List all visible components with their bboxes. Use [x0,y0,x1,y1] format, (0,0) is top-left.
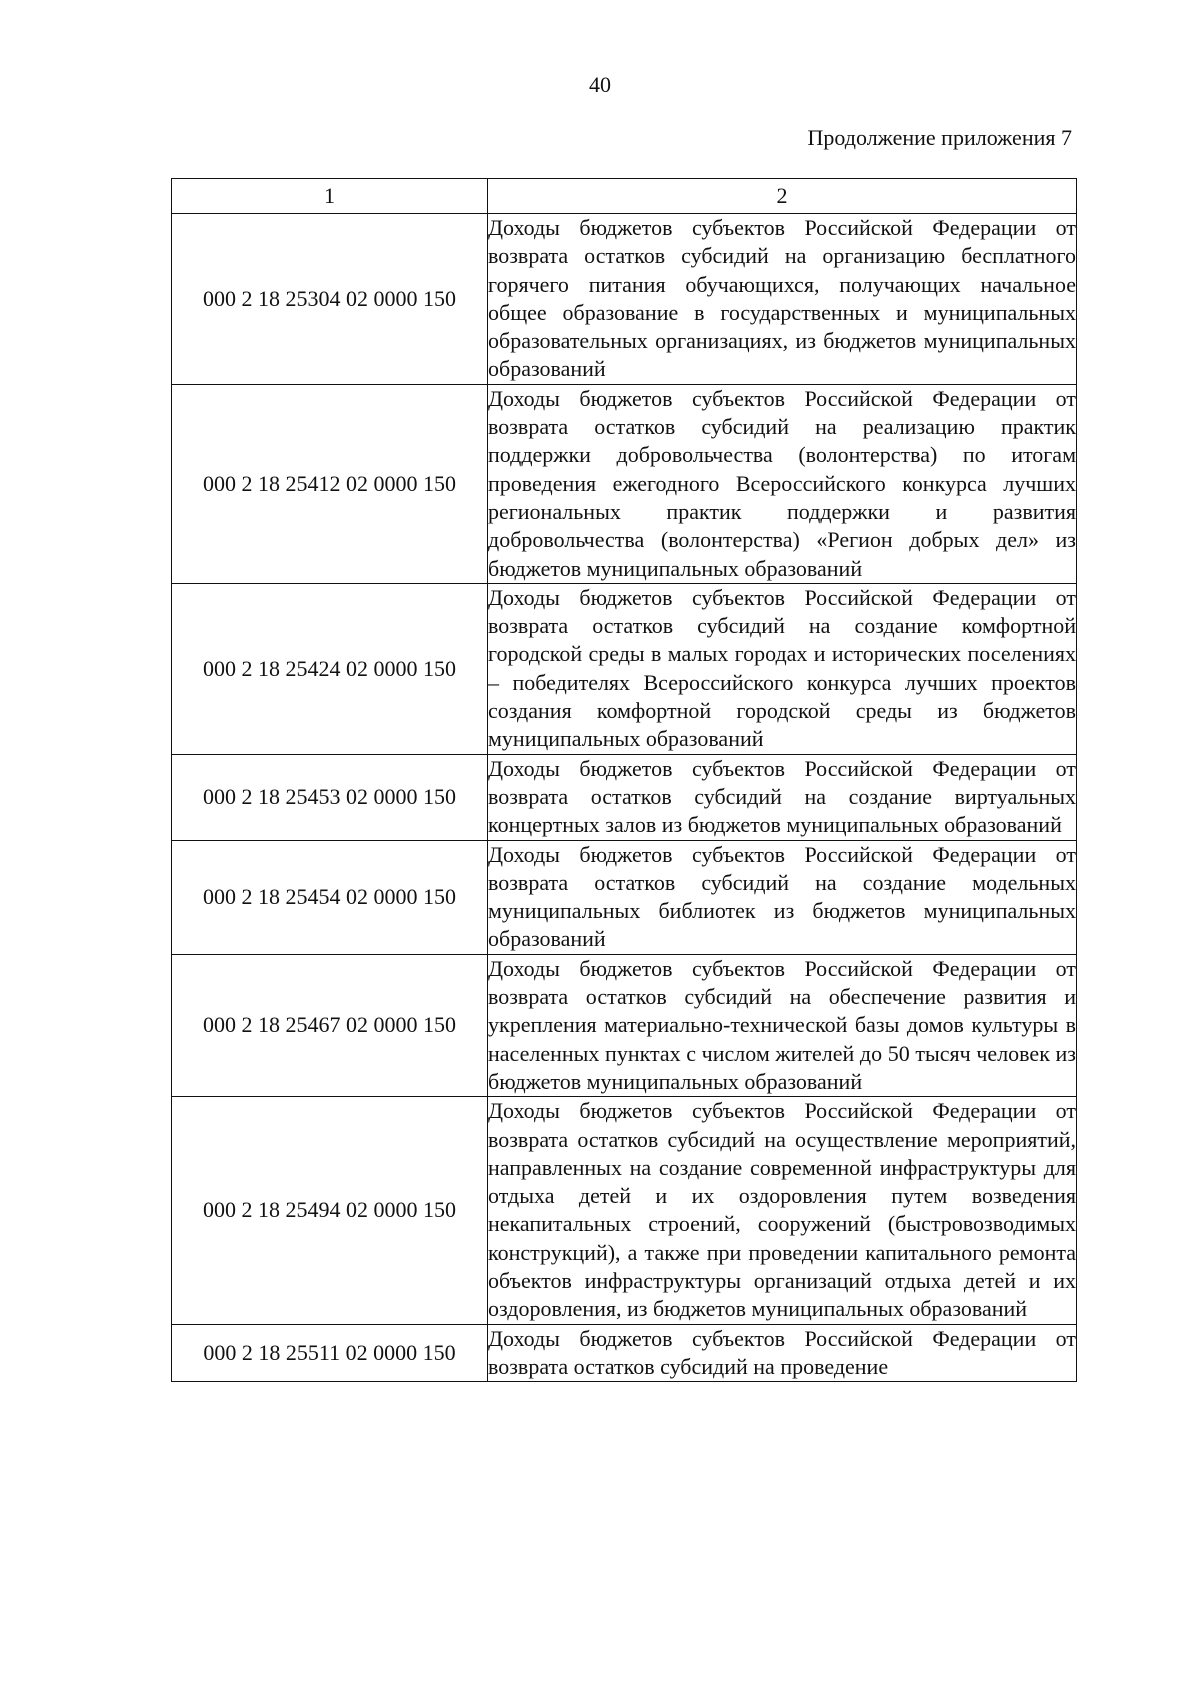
table-row [172,954,1077,1096]
budget-code-cell: 000 2 18 25412 02 0000 150 [172,384,488,583]
column-header-1: 1 [172,179,488,214]
table-row [172,214,1077,385]
budget-code-cell: 000 2 18 25494 02 0000 150 [172,1097,488,1324]
table-row [172,384,1077,583]
column-header-2: 2 [488,179,1077,214]
income-description-cell: Доходы бюджетов субъектов Российской Федерации от возврата остатков субсидий на создание виртуальных концертных залов из бюджетов муниципальных образований [488,754,1077,840]
table-header-row [172,179,1077,214]
income-description-cell: Доходы бюджетов субъектов Российской Федерации от возврата остатков субсидий на проведение [488,1324,1077,1382]
budget-code-cell: 000 2 18 25304 02 0000 150 [172,214,488,385]
table-row [172,840,1077,954]
income-description-cell: Доходы бюджетов субъектов Российской Федерации от возврата остатков субсидий на обеспечение развития и укрепления материально-технической базы домов культуры в населенных пунктах с числом жителей до 50 тысяч человек из бюджетов муниципальных образований [488,954,1077,1096]
budget-code-cell: 000 2 18 25453 02 0000 150 [172,754,488,840]
table-row [172,1324,1077,1382]
table-row [172,1097,1077,1324]
budget-code-cell: 000 2 18 25424 02 0000 150 [172,583,488,754]
budget-code-cell: 000 2 18 25511 02 0000 150 [172,1324,488,1382]
income-description-cell: Доходы бюджетов субъектов Российской Федерации от возврата остатков субсидий на организацию бесплатного горячего питания обучающихся, получающих начальное общее образование в государственных и муниципальных образовательных организациях, из бюджетов муниципальных образований [488,214,1077,385]
income-description-cell: Доходы бюджетов субъектов Российской Федерации от возврата остатков субсидий на создание модельных муниципальных библиотек из бюджетов муниципальных образований [488,840,1077,954]
table-row [172,583,1077,754]
income-codes-table [171,178,1077,1382]
budget-code-cell: 000 2 18 25454 02 0000 150 [172,840,488,954]
income-description-cell: Доходы бюджетов субъектов Российской Федерации от возврата остатков субсидий на осуществление мероприятий, направленных на создание современной инфраструктуры для отдыха детей и их оздоровления путем возведения некапитальных строений, сооружений (быстровозводимых конструкций), а также при проведении капитального ремонта объектов инфраструктуры организаций отдыха детей и их оздоровления, из бюджетов муниципальных образований [488,1097,1077,1324]
page-number: 40 [589,72,611,97]
budget-code-cell: 000 2 18 25467 02 0000 150 [172,954,488,1096]
income-description-cell: Доходы бюджетов субъектов Российской Федерации от возврата остатков субсидий на создание комфортной городской среды в малых городах и исторических поселениях – победителях Всероссийского конкурса лучших проектов создания комфортной городской среды из бюджетов муниципальных образований [488,583,1077,754]
appendix-continuation-label: Продолжение приложения 7 [807,125,1072,150]
income-description-cell: Доходы бюджетов субъектов Российской Федерации от возврата остатков субсидий на реализацию практик поддержки добровольчества (волонтерства) по итогам проведения ежегодного Всероссийского конкурса лучших региональных практик поддержки и развития добровольчества (волонтерства) «Регион добрых дел» из бюджетов муниципальных образований [488,384,1077,583]
table-row [172,754,1077,840]
